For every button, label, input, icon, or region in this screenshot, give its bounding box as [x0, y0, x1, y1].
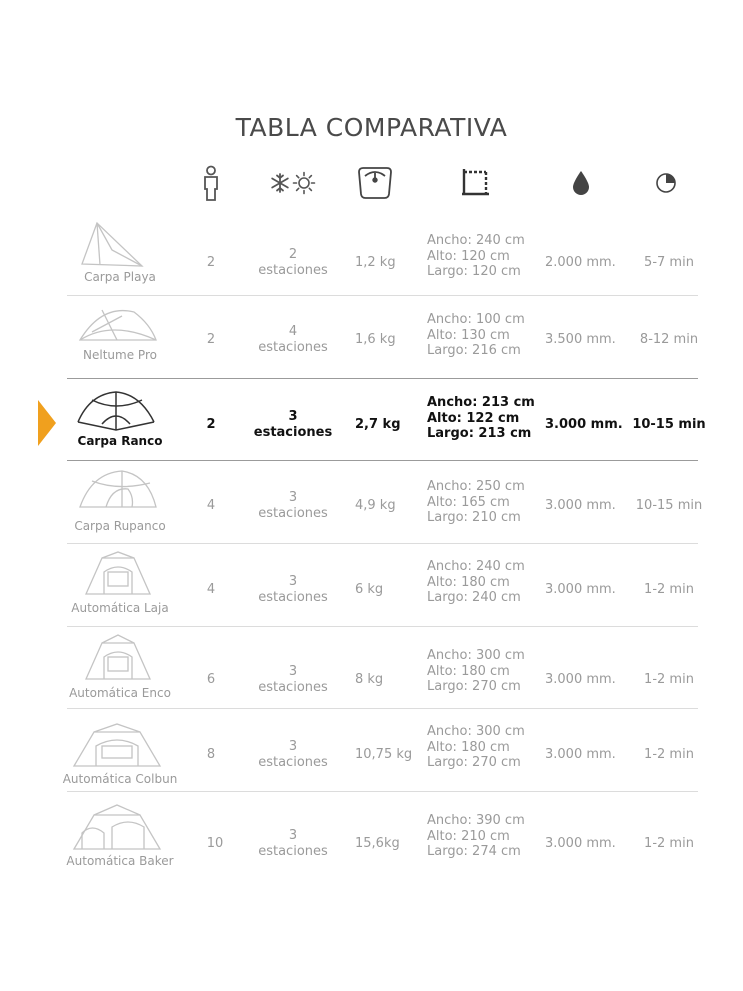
- row-divider: [67, 295, 698, 296]
- water-value: 3.000 mm.: [545, 747, 616, 762]
- row-divider: [67, 708, 698, 709]
- tent-image: [72, 467, 162, 517]
- time-value: 10-15 min: [635, 498, 703, 513]
- weight-value: 6 kg: [355, 582, 384, 597]
- product-name: Automática Enco: [69, 686, 171, 700]
- dimensions-value: Ancho: 300 cm Alto: 180 cm Largo: 270 cm: [427, 648, 525, 694]
- dimensions-value: Ancho: 240 cm Alto: 180 cm Largo: 240 cm: [427, 559, 525, 605]
- season-value: 2 estaciones: [258, 247, 328, 278]
- row-divider: [67, 626, 698, 627]
- tent-image: [72, 550, 162, 600]
- snowflake-icon: [269, 172, 291, 194]
- time-value: 8-12 min: [639, 332, 699, 347]
- weight-value: 1,2 kg: [355, 255, 396, 270]
- tent-image: [72, 386, 162, 432]
- people-value: 6: [206, 672, 216, 687]
- row-divider: [67, 378, 698, 379]
- weight-value: 2,7 kg: [355, 417, 401, 432]
- time-value: 1-2 min: [644, 582, 694, 597]
- season-value: 3 estaciones: [258, 490, 328, 521]
- people-value: 2: [206, 255, 216, 270]
- season-value: 3 estaciones: [258, 664, 328, 695]
- season-value: 3 estaciones: [253, 409, 333, 440]
- time-value: 1-2 min: [644, 836, 694, 851]
- product-name: Automática Laja: [71, 601, 169, 615]
- season-value: 3 estaciones: [258, 828, 328, 859]
- people-value: 2: [206, 417, 216, 432]
- season-value: 4 estaciones: [258, 324, 328, 355]
- person-icon: [200, 165, 222, 203]
- time-value: 10-15 min: [632, 417, 706, 432]
- product-name: Neltume Pro: [83, 348, 157, 362]
- product-name: Automática Baker: [66, 854, 174, 868]
- people-value: 2: [206, 332, 216, 347]
- season-value: 3 estaciones: [258, 739, 328, 770]
- time-value: 5-7 min: [644, 255, 694, 270]
- water-value: 3.000 mm.: [545, 417, 623, 432]
- page-title: TABLA COMPARATIVA: [235, 113, 508, 142]
- water-value: 3.000 mm.: [545, 836, 616, 851]
- product-name: Automática Colbun: [62, 772, 178, 786]
- water-value: 3.000 mm.: [545, 582, 616, 597]
- product-name: Carpa Playa: [84, 270, 156, 284]
- water-value: 3.000 mm.: [545, 672, 616, 687]
- dimensions-value: Ancho: 240 cm Alto: 120 cm Largo: 120 cm: [427, 233, 525, 279]
- people-value: 10: [206, 836, 224, 851]
- dimensions-value: Ancho: 250 cm Alto: 165 cm Largo: 210 cm: [427, 479, 525, 525]
- product-name: Carpa Ranco: [77, 434, 163, 448]
- people-value: 4: [206, 498, 216, 513]
- tent-image: [72, 633, 162, 685]
- dimensions-value: Ancho: 100 cm Alto: 130 cm Largo: 216 cm: [427, 312, 525, 358]
- tent-image: [72, 803, 172, 855]
- tent-image: [72, 220, 162, 270]
- product-name: Carpa Rupanco: [74, 519, 166, 533]
- time-value: 1-2 min: [644, 747, 694, 762]
- people-value: 8: [206, 747, 216, 762]
- weight-value: 1,6 kg: [355, 332, 396, 347]
- sun-icon: [292, 171, 316, 195]
- tent-image: [72, 722, 172, 772]
- weight-value: 15,6kg: [355, 836, 400, 851]
- water-value: 2.000 mm.: [545, 255, 616, 270]
- clock-icon: [655, 172, 677, 194]
- water-drop-icon: [571, 170, 591, 196]
- weight-value: 4,9 kg: [355, 498, 396, 513]
- dimensions-icon: [459, 167, 491, 199]
- weight-value: 8 kg: [355, 672, 384, 687]
- water-value: 3.500 mm.: [545, 332, 616, 347]
- time-value: 1-2 min: [644, 672, 694, 687]
- scale-icon: [357, 166, 393, 200]
- dimensions-value: Ancho: 390 cm Alto: 210 cm Largo: 274 cm: [427, 813, 525, 859]
- season-value: 3 estaciones: [258, 574, 328, 605]
- row-divider: [67, 791, 698, 792]
- water-value: 3.000 mm.: [545, 498, 616, 513]
- tent-image: [72, 302, 162, 348]
- weight-value: 10,75 kg: [355, 747, 413, 762]
- row-divider: [67, 460, 698, 461]
- row-divider: [67, 543, 698, 544]
- people-value: 4: [206, 582, 216, 597]
- dimensions-value: Ancho: 300 cm Alto: 180 cm Largo: 270 cm: [427, 724, 525, 770]
- dimensions-value: Ancho: 213 cm Alto: 122 cm Largo: 213 cm: [427, 395, 535, 441]
